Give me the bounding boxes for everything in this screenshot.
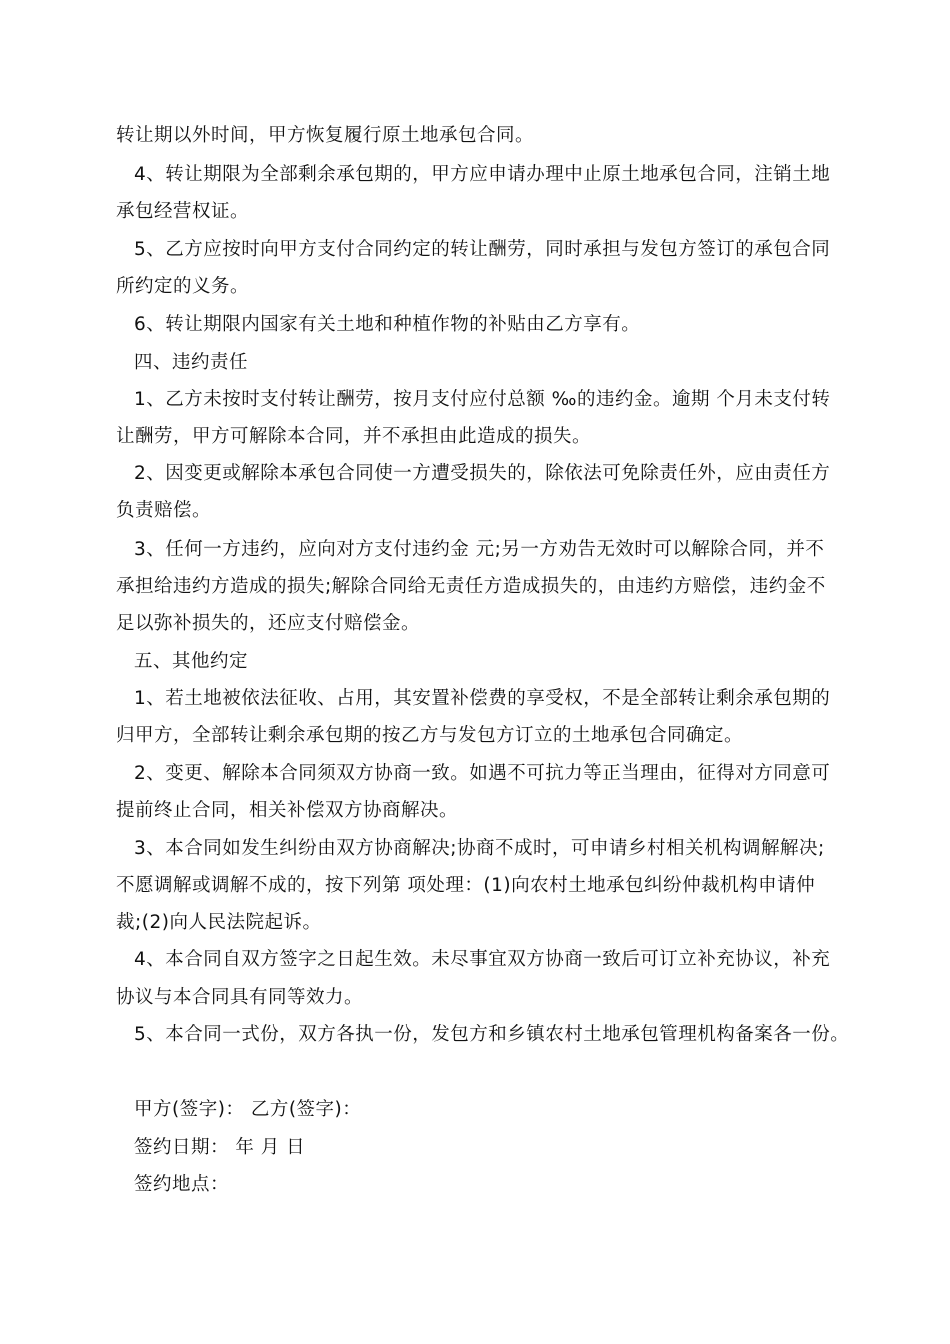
- paragraph-line: 1、若土地被依法征收、占用，其安置补偿费的享受权，不是全部转让剩余承包期的: [134, 688, 831, 709]
- paragraph-line: 1、乙方未按时支付转让酬劳，按月支付应付总额 ‰的违约金。逾期 个月未支付转: [134, 389, 831, 410]
- paragraph-line: 承包经营权证。: [116, 201, 250, 222]
- section-heading: 五、其他约定: [134, 651, 249, 672]
- paragraph-line: 归甲方，全部转让剩余承包期的按乙方与发包方订立的土地承包合同确定。: [116, 725, 744, 746]
- paragraph-line: 6、转让期限内国家有关土地和种植作物的补贴由乙方享有。: [134, 314, 641, 335]
- signature-parties: 甲方(签字)： 乙方(签字)：: [134, 1099, 362, 1120]
- section-heading: 四、违约责任: [134, 352, 249, 373]
- paragraph-line: 2、因变更或解除本承包合同使一方遭受损失的，除依法可免除责任外，应由责任方: [134, 463, 831, 484]
- paragraph-line: 5、本合同一式份，双方各执一份，发包方和乡镇农村土地承包管理机构备案各一份。: [134, 1024, 850, 1045]
- paragraph-line: 3、本合同如发生纠纷由双方协商解决;协商不成时，可申请乡村相关机构调解解决;: [134, 838, 825, 859]
- paragraph-line: 负责赔偿。: [116, 500, 212, 521]
- paragraph-line: 裁;(2)向人民法院起诉。: [116, 912, 322, 933]
- paragraph-line: 所约定的义务。: [116, 276, 250, 297]
- paragraph-line: 让酬劳，甲方可解除本合同，并不承担由此造成的损失。: [116, 426, 592, 447]
- paragraph-line: 提前终止合同，相关补偿双方协商解决。: [116, 800, 459, 821]
- signature-place: 签约地点：: [134, 1174, 230, 1195]
- paragraph-line: 2、变更、解除本合同须双方协商一致。如遇不可抗力等正当理由，征得对方同意可: [134, 763, 831, 784]
- paragraph-line: 5、乙方应按时向甲方支付合同约定的转让酬劳，同时承担与发包方签订的承包合同: [134, 239, 831, 260]
- paragraph-line: 3、任何一方违约，应向对方支付违约金 元;另一方劝告无效时可以解除合同，并不: [134, 539, 825, 560]
- paragraph-line: 转让期以外时间，甲方恢复履行原土地承包合同。: [116, 125, 535, 146]
- paragraph-line: 4、本合同自双方签字之日起生效。未尽事宜双方协商一致后可订立补充协议，补充: [134, 949, 831, 970]
- paragraph-line: 足以弥补损失的，还应支付赔偿金。: [116, 613, 421, 634]
- paragraph-line: 承担给违约方造成的损失;解除合同给无责任方造成损失的，由违约方赔偿，违约金不: [116, 576, 826, 597]
- paragraph-line: 不愿调解或调解不成的，按下列第 项处理：(1)向农村土地承包纠纷仲裁机构申请仲: [116, 875, 816, 896]
- paragraph-line: 协议与本合同具有同等效力。: [116, 987, 364, 1008]
- paragraph-line: 4、转让期限为全部剩余承包期的，甲方应申请办理中止原土地承包合同，注销土地: [134, 164, 831, 185]
- signature-date: 签约日期： 年 月 日: [134, 1137, 306, 1158]
